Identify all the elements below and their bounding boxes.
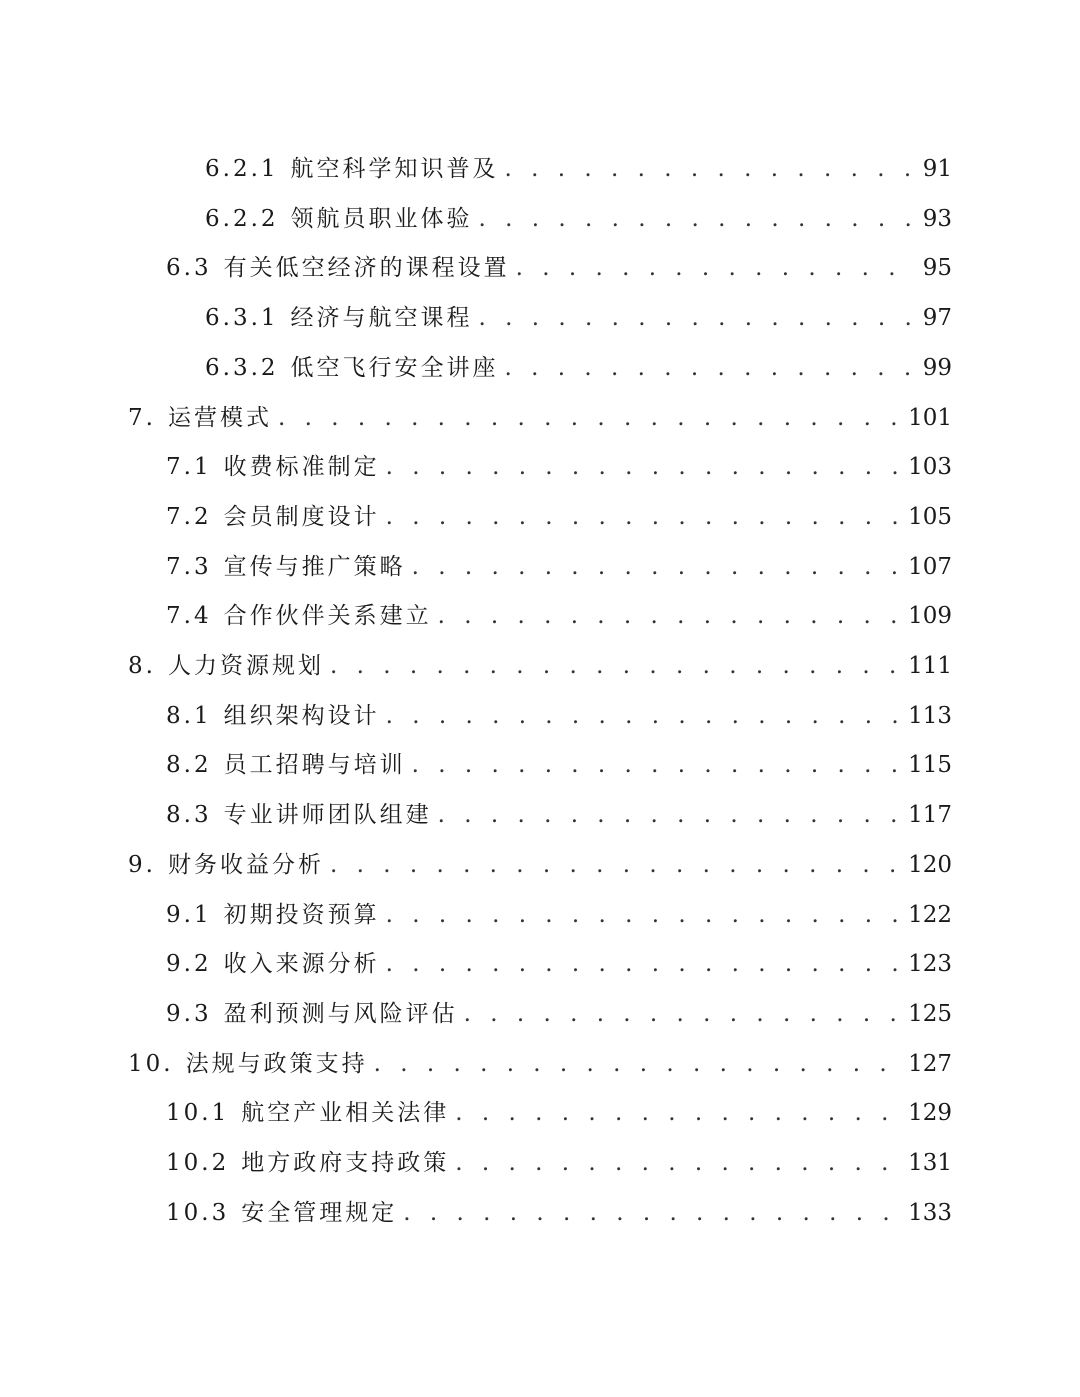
toc-entry-page: 99 bbox=[922, 354, 952, 381]
toc-entry-title: 专业讲师团队组建 bbox=[223, 802, 432, 829]
toc-dot-leader bbox=[479, 206, 917, 232]
toc-entry-page: 129 bbox=[908, 1100, 952, 1127]
toc-entry[interactable] bbox=[166, 796, 952, 846]
toc-dot-leader bbox=[438, 802, 903, 828]
toc-entry[interactable] bbox=[205, 349, 952, 399]
toc-entry-number: 6.3.1 bbox=[205, 305, 279, 332]
toc-entry[interactable] bbox=[128, 1045, 952, 1095]
toc-entry[interactable] bbox=[166, 1094, 952, 1144]
toc-entry[interactable] bbox=[166, 1144, 952, 1194]
toc-entry-title: 员工招聘与培训 bbox=[223, 752, 406, 779]
toc-entry-title: 地方政府支持政策 bbox=[241, 1150, 450, 1176]
toc-entry-title: 收入来源分析 bbox=[223, 951, 380, 978]
toc-entry[interactable] bbox=[205, 299, 952, 349]
toc-entry-title: 会员制度设计 bbox=[223, 503, 380, 530]
toc-entry[interactable] bbox=[128, 846, 952, 896]
toc-entry-page: 93 bbox=[922, 205, 952, 232]
toc-dot-leader bbox=[386, 504, 903, 530]
toc-entry-page: 97 bbox=[922, 305, 952, 332]
toc-entry-number: 9.3 bbox=[166, 1000, 212, 1027]
toc-entry-number: 7.2 bbox=[166, 503, 212, 530]
toc-entry-number: 7.4 bbox=[166, 603, 212, 630]
toc-entry[interactable] bbox=[205, 150, 952, 200]
toc-entry-title: 宣传与推广策略 bbox=[223, 553, 406, 580]
toc-dot-leader bbox=[479, 305, 917, 331]
toc-dot-leader bbox=[412, 554, 903, 580]
toc-entry-page: 103 bbox=[908, 454, 952, 481]
toc-entry-title: 收费标准制定 bbox=[223, 454, 380, 481]
toc-entry-number: 10.2 bbox=[166, 1150, 230, 1176]
toc-entry-number: 8.3 bbox=[166, 802, 212, 829]
toc-entry-title: 财务收益分析 bbox=[167, 851, 324, 878]
toc-entry-page: 109 bbox=[908, 603, 952, 630]
toc-entry[interactable] bbox=[166, 697, 952, 747]
toc-entry-title: 盈利预测与风险评估 bbox=[223, 1000, 458, 1027]
toc-entry-page: 123 bbox=[908, 951, 952, 978]
toc-entry-number: 6.3 bbox=[166, 255, 212, 282]
toc-dot-leader bbox=[330, 852, 902, 878]
toc-entry-page: 105 bbox=[908, 503, 952, 530]
toc-entry-title: 法规与政策支持 bbox=[185, 1050, 368, 1077]
toc-entry-page: 101 bbox=[908, 404, 952, 431]
toc-entry[interactable] bbox=[166, 597, 952, 647]
toc-dot-leader bbox=[386, 951, 903, 977]
toc-entry[interactable] bbox=[166, 945, 952, 995]
toc-entry-page: 133 bbox=[908, 1199, 952, 1226]
toc-entry-number: 6.2.2 bbox=[205, 205, 279, 232]
toc-entry-number: 10.3 bbox=[166, 1199, 230, 1226]
toc-entry-title: 经济与航空课程 bbox=[290, 305, 473, 332]
toc-entry-number: 7. bbox=[128, 404, 156, 431]
toc-entry-page: 131 bbox=[908, 1150, 952, 1176]
toc-entry[interactable] bbox=[166, 896, 952, 946]
toc-dot-leader bbox=[455, 1150, 902, 1176]
toc-entry-page: 111 bbox=[908, 653, 952, 679]
toc-entry-number: 8.2 bbox=[166, 752, 212, 779]
toc-dot-leader bbox=[505, 355, 917, 381]
toc-dot-leader bbox=[386, 902, 903, 928]
toc-dot-leader bbox=[455, 1100, 902, 1126]
toc-dot-leader bbox=[516, 255, 917, 281]
toc-entry-number: 8. bbox=[128, 653, 156, 679]
toc-entry-page: 115 bbox=[908, 752, 952, 779]
toc-entry-title: 组织架构设计 bbox=[223, 702, 380, 729]
toc-entry-number: 6.2.1 bbox=[205, 156, 279, 182]
toc-entry[interactable] bbox=[166, 498, 952, 548]
toc-entry[interactable] bbox=[166, 995, 952, 1045]
toc-dot-leader bbox=[374, 1051, 903, 1077]
toc-entry[interactable] bbox=[166, 746, 952, 796]
toc-entry-page: 127 bbox=[908, 1050, 952, 1077]
toc-entry[interactable] bbox=[128, 647, 952, 697]
toc-entry-number: 9.2 bbox=[166, 951, 212, 978]
toc-dot-leader bbox=[438, 603, 903, 629]
toc-entry-number: 6.3.2 bbox=[205, 354, 279, 381]
toc-entry-number: 7.1 bbox=[166, 454, 212, 481]
toc-entry-title: 运营模式 bbox=[167, 404, 272, 431]
toc-dot-leader bbox=[403, 1200, 902, 1226]
toc-entry-page: 122 bbox=[908, 901, 952, 928]
toc-entry-number: 8.1 bbox=[166, 702, 212, 729]
toc-entry[interactable] bbox=[128, 399, 952, 449]
toc-dot-leader bbox=[386, 703, 903, 729]
toc-entry-number: 7.3 bbox=[166, 553, 212, 580]
toc-entry-page: 117 bbox=[908, 802, 952, 829]
toc-entry-title: 航空科学知识普及 bbox=[290, 156, 499, 182]
toc-entry-title: 合作伙伴关系建立 bbox=[223, 603, 432, 630]
toc-entry-title: 安全管理规定 bbox=[241, 1199, 398, 1226]
toc-entry-number: 9.1 bbox=[166, 901, 212, 928]
toc-dot-leader bbox=[464, 1001, 903, 1027]
toc-dot-leader bbox=[330, 653, 902, 679]
toc-entry[interactable] bbox=[166, 448, 952, 498]
toc-entry-page: 120 bbox=[908, 851, 952, 878]
toc-dot-leader bbox=[386, 454, 903, 480]
toc-entry-page: 91 bbox=[922, 156, 952, 182]
toc-dot-leader bbox=[412, 752, 903, 778]
toc-entry[interactable] bbox=[166, 1194, 952, 1244]
toc-entry-title: 有关低空经济的课程设置 bbox=[223, 255, 510, 282]
toc-entry-title: 领航员职业体验 bbox=[290, 205, 473, 232]
toc-entry-title: 低空飞行安全讲座 bbox=[290, 354, 499, 381]
toc-dot-leader bbox=[505, 156, 917, 182]
toc-entry-title: 航空产业相关法律 bbox=[241, 1100, 450, 1127]
toc-entry-number: 10.1 bbox=[166, 1100, 230, 1127]
toc-entry-page: 95 bbox=[922, 255, 952, 282]
toc-entry-title: 初期投资预算 bbox=[223, 901, 380, 928]
toc-entry-page: 113 bbox=[908, 702, 952, 729]
toc-entry-page: 107 bbox=[908, 553, 952, 580]
toc-entry-number: 10. bbox=[128, 1050, 174, 1077]
toc-entry[interactable] bbox=[166, 548, 952, 598]
toc-dot-leader bbox=[278, 405, 902, 431]
toc-entry[interactable] bbox=[205, 200, 952, 250]
toc-entry-number: 9. bbox=[128, 851, 156, 878]
toc-entry-page: 125 bbox=[908, 1000, 952, 1027]
toc-entry-title: 人力资源规划 bbox=[167, 653, 324, 679]
toc-entry[interactable] bbox=[166, 249, 952, 299]
